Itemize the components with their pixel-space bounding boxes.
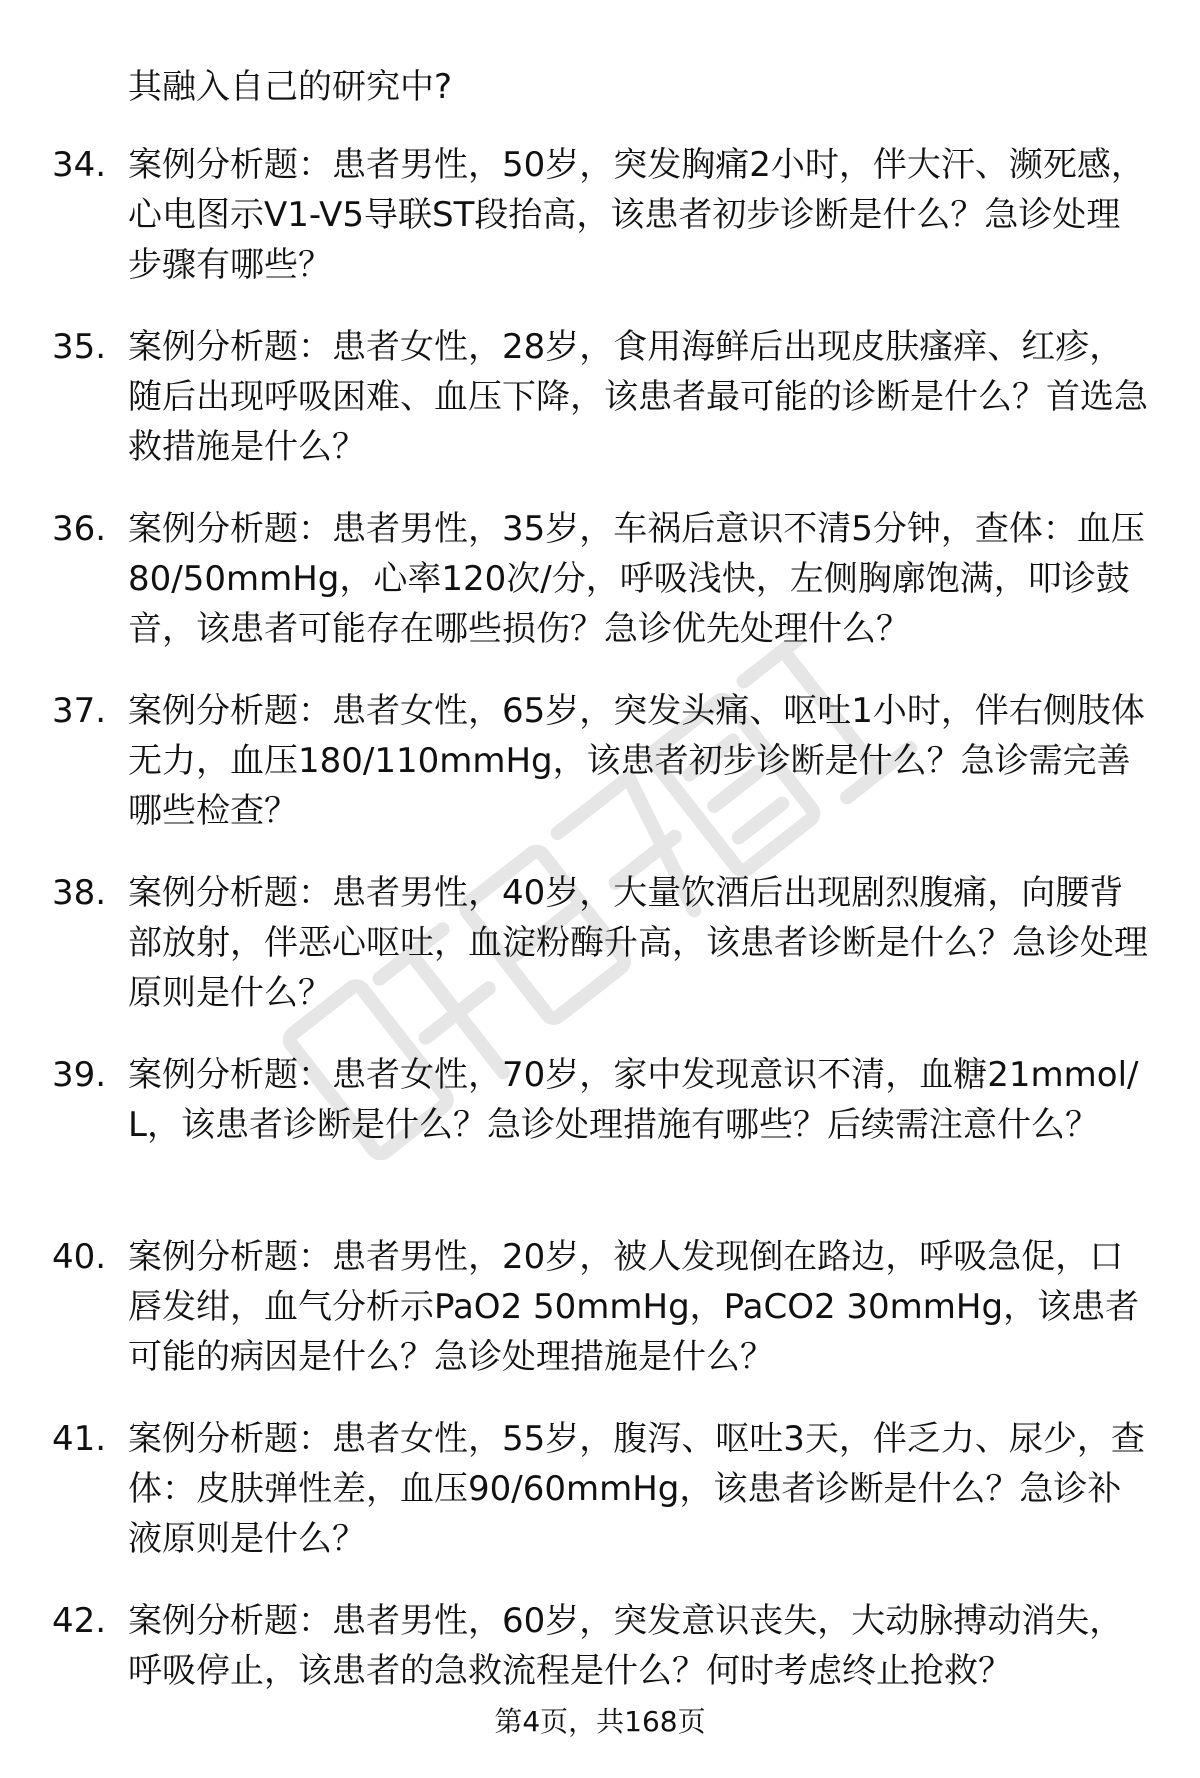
question-number: 42.: [52, 1601, 107, 1641]
question-item: [0, 322, 1200, 504]
question-text: 案例分析题：患者男性，50岁，突发胸痛2小时，伴大汗、濒死感，心电图示V1-V5导联ST段抬高，该患者初步诊断是什么？急诊处理步骤有哪些？: [128, 145, 1145, 285]
question-item: [0, 686, 1200, 868]
question-item: [0, 1050, 1200, 1232]
question-item: [0, 868, 1200, 1050]
question-text: 案例分析题：患者女性，55岁，腹泻、呕吐3天，伴乏力、尿少，查体：皮肤弹性差，血压90/60mmHg，该患者诊断是什么？急诊补液原则是什么？: [128, 1419, 1145, 1559]
question-number: 36.: [52, 509, 107, 549]
question-text: 案例分析题：患者女性，70岁，家中发现意识不清，血糖21mmol/L，该患者诊断是什么？急诊处理措施有哪些？后续需注意什么？: [128, 1055, 1139, 1145]
question-text: 案例分析题：患者男性，35岁，车祸后意识不清5分钟，查体：血压80/50mmHg，心率120次/分，呼吸浅快，左侧胸廓饱满，叩诊鼓音，该患者可能存在哪些损伤？急诊优先处理什么？: [128, 509, 1145, 649]
question-number: 37.: [52, 691, 107, 731]
question-text: 案例分析题：患者男性，60岁，突发意识丧失，大动脉搏动消失，呼吸停止，该患者的急救流程是什么？何时考虑终止抢救？: [128, 1601, 1124, 1691]
question-number: 38.: [52, 873, 107, 913]
continued-text: 其融入自己的研究中?: [128, 67, 453, 107]
question-number: 39.: [52, 1055, 107, 1095]
question-item: [0, 1232, 1200, 1414]
page-footer: 第4页，共168页: [494, 1705, 706, 1738]
question-text: 案例分析题：患者男性，40岁，大量饮酒后出现剧烈腹痛，向腰背部放射，伴恶心呕吐，血淀粉酶升高，该患者诊断是什么？急诊处理原则是什么？: [128, 873, 1148, 1013]
question-number: 34.: [52, 145, 107, 185]
question-item: [0, 504, 1200, 686]
question-number: 41.: [52, 1419, 107, 1459]
question-number: 35.: [52, 327, 107, 367]
question-number: 40.: [52, 1237, 107, 1277]
question-list: [0, 140, 1200, 1778]
question-item: [0, 1414, 1200, 1596]
question-text: 案例分析题：患者女性，65岁，突发头痛、呕吐1小时，伴右侧肢体无力，血压180/110mmHg，该患者初步诊断是什么？急诊需完善哪些检查？: [128, 691, 1145, 831]
question-item: [0, 140, 1200, 322]
question-text: 案例分析题：患者男性，20岁，被人发现倒在路边，呼吸急促，口唇发绀，血气分析示PaO2 50mmHg，PaCO2 30mmHg，该患者可能的病因是什么？急诊处理措施是什么？: [128, 1237, 1140, 1377]
question-item: [0, 1596, 1200, 1778]
question-text: 案例分析题：患者女性，28岁，食用海鲜后出现皮肤瘙痒、红疹，随后出现呼吸困难、血压下降，该患者最可能的诊断是什么？首选急救措施是什么？: [128, 327, 1148, 467]
